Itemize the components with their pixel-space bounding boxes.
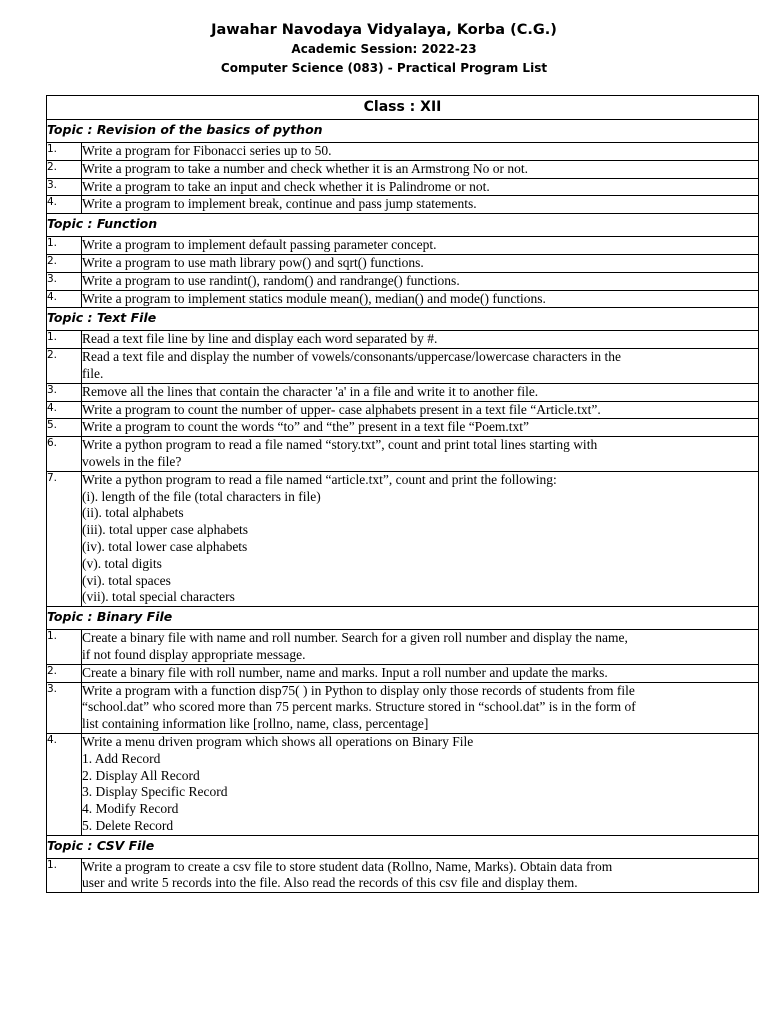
program-description bbox=[82, 196, 759, 214]
program-number: 1. bbox=[47, 143, 82, 161]
program-row bbox=[47, 272, 759, 290]
program-description bbox=[82, 290, 759, 308]
program-row bbox=[47, 401, 759, 419]
description-line: Write a program to use randint(), random() and randrange() functions. bbox=[82, 272, 460, 288]
program-description bbox=[82, 237, 759, 255]
description-line: “school.dat” who scored more than 75 percent marks. Structure stored in “school.dat” is in the form of bbox=[82, 699, 636, 715]
program-number: 1. bbox=[47, 237, 82, 255]
program-row bbox=[47, 630, 759, 665]
description-line: Write a program for Fibonacci series up to 50. bbox=[82, 143, 332, 158]
description-line: (ii). total alphabets bbox=[82, 505, 184, 521]
description-line: Write a program to take a number and check whether it is an Armstrong No or not. bbox=[82, 160, 528, 176]
topic-row bbox=[47, 835, 759, 858]
description-line: (iii). total upper case alphabets bbox=[82, 522, 249, 538]
program-row bbox=[47, 419, 759, 437]
program-description bbox=[82, 682, 759, 733]
description-line: Write a program to create a csv file to store student data (Rollno, Name, Marks). Obtain data from bbox=[82, 858, 613, 874]
description-line: Write a python program to read a file named “article.txt”, count and print the following: bbox=[82, 471, 557, 487]
description-line: (iv). total lower case alphabets bbox=[82, 538, 248, 554]
program-number: 2. bbox=[47, 664, 82, 682]
program-number: 2. bbox=[47, 160, 82, 178]
description-line: file. bbox=[82, 365, 104, 381]
topic-heading: Topic : Revision of the basics of python bbox=[47, 120, 759, 143]
program-number: 4. bbox=[47, 196, 82, 214]
program-description bbox=[82, 437, 759, 472]
program-number: 6. bbox=[47, 437, 82, 472]
program-description bbox=[82, 331, 759, 349]
program-description bbox=[82, 664, 759, 682]
program-description bbox=[82, 254, 759, 272]
program-row bbox=[47, 143, 759, 161]
program-list-table bbox=[46, 95, 759, 893]
topic-heading: Topic : Function bbox=[47, 214, 759, 237]
description-line: Write a program to count the words “to” and “the” present in a text file “Poem.txt” bbox=[82, 419, 530, 435]
program-row bbox=[47, 290, 759, 308]
program-number: 3. bbox=[47, 178, 82, 196]
program-row bbox=[47, 254, 759, 272]
program-row bbox=[47, 237, 759, 255]
description-line: (vii). total special characters bbox=[82, 589, 235, 605]
description-line: Create a binary file with name and roll number. Search for a given roll number and display the name, bbox=[82, 630, 628, 646]
program-description bbox=[82, 160, 759, 178]
program-row bbox=[47, 664, 759, 682]
program-row bbox=[47, 733, 759, 835]
program-number: 4. bbox=[47, 290, 82, 308]
program-description bbox=[82, 419, 759, 437]
program-number: 1. bbox=[47, 858, 82, 893]
program-number: 5. bbox=[47, 419, 82, 437]
topic-row bbox=[47, 214, 759, 237]
topic-heading: Topic : Text File bbox=[47, 308, 759, 331]
program-number: 3. bbox=[47, 682, 82, 733]
program-description bbox=[82, 143, 759, 161]
description-line: Write a menu driven program which shows all operations on Binary File bbox=[82, 733, 474, 749]
program-description bbox=[82, 733, 759, 835]
program-description bbox=[82, 383, 759, 401]
description-line: 2. Display All Record bbox=[82, 767, 200, 783]
program-row bbox=[47, 196, 759, 214]
program-row bbox=[47, 160, 759, 178]
description-line: Write a program to implement statics module mean(), median() and mode() functions. bbox=[82, 290, 546, 306]
program-description bbox=[82, 401, 759, 419]
description-line: list containing information like [rollno, name, class, percentage] bbox=[82, 716, 429, 732]
description-line: Write a program to count the number of upper- case alphabets present in a text file “Article.txt”. bbox=[82, 401, 601, 417]
program-number: 2. bbox=[47, 349, 82, 384]
program-number: 3. bbox=[47, 272, 82, 290]
topic-heading: Topic : Binary File bbox=[47, 607, 759, 630]
school-name: Jawahar Navodaya Vidyalaya, Korba (C.G.) bbox=[211, 22, 557, 38]
program-number: 1. bbox=[47, 331, 82, 349]
topic-row bbox=[47, 120, 759, 143]
program-description bbox=[82, 272, 759, 290]
program-number: 7. bbox=[47, 471, 82, 606]
program-description bbox=[82, 178, 759, 196]
description-line: Create a binary file with roll number, name and marks. Input a roll number and update the marks. bbox=[82, 664, 608, 680]
program-row bbox=[47, 178, 759, 196]
program-description bbox=[82, 630, 759, 665]
class-row bbox=[47, 96, 759, 120]
program-row bbox=[47, 383, 759, 401]
description-line: (i). length of the file (total characters in file) bbox=[82, 488, 321, 504]
description-line: vowels in the file? bbox=[82, 453, 182, 469]
program-row bbox=[47, 682, 759, 733]
topic-row bbox=[47, 308, 759, 331]
description-line: 3. Display Specific Record bbox=[82, 784, 228, 800]
description-line: if not found display appropriate message. bbox=[82, 646, 306, 662]
class-label: Class : XII bbox=[47, 96, 759, 120]
description-line: Read a text file and display the number of vowels/consonants/uppercase/lowercase characters in the bbox=[82, 349, 622, 365]
description-line: user and write 5 records into the file. Also read the records of this csv file and display them. bbox=[82, 875, 578, 891]
program-row bbox=[47, 349, 759, 384]
program-description bbox=[82, 349, 759, 384]
program-number: 1. bbox=[47, 630, 82, 665]
program-description bbox=[82, 471, 759, 606]
description-line: Remove all the lines that contain the character 'a' in a file and write it to another file. bbox=[82, 383, 539, 399]
academic-session: Academic Session: 2022-23 bbox=[291, 42, 477, 56]
program-description bbox=[82, 858, 759, 893]
program-row bbox=[47, 331, 759, 349]
description-line: Write a program to use math library pow() and sqrt() functions. bbox=[82, 254, 424, 270]
description-line: Write a program to implement default passing parameter concept. bbox=[82, 237, 437, 253]
description-line: (v). total digits bbox=[82, 555, 162, 571]
program-number: 4. bbox=[47, 401, 82, 419]
program-row bbox=[47, 437, 759, 472]
program-row bbox=[47, 858, 759, 893]
program-number: 4. bbox=[47, 733, 82, 835]
program-number: 3. bbox=[47, 383, 82, 401]
topic-row bbox=[47, 607, 759, 630]
description-line: (vi). total spaces bbox=[82, 572, 171, 588]
description-line: Write a python program to read a file named “story.txt”, count and print total lines starting with bbox=[82, 437, 598, 453]
description-line: 5. Delete Record bbox=[82, 817, 174, 833]
program-row bbox=[47, 471, 759, 606]
description-line: Write a program to implement break, continue and pass jump statements. bbox=[82, 196, 477, 212]
topic-heading: Topic : CSV File bbox=[47, 835, 759, 858]
description-line: Write a program to take an input and check whether it is Palindrome or not. bbox=[82, 178, 490, 194]
subject-title: Computer Science (083) - Practical Program List bbox=[220, 61, 548, 75]
description-line: 1. Add Record bbox=[82, 750, 161, 766]
program-number: 2. bbox=[47, 254, 82, 272]
description-line: 4. Modify Record bbox=[82, 801, 179, 817]
description-line: Write a program with a function disp75( ) in Python to display only those records of students from file bbox=[82, 682, 635, 698]
description-line: Read a text file line by line and display each word separated by #. bbox=[82, 331, 438, 347]
